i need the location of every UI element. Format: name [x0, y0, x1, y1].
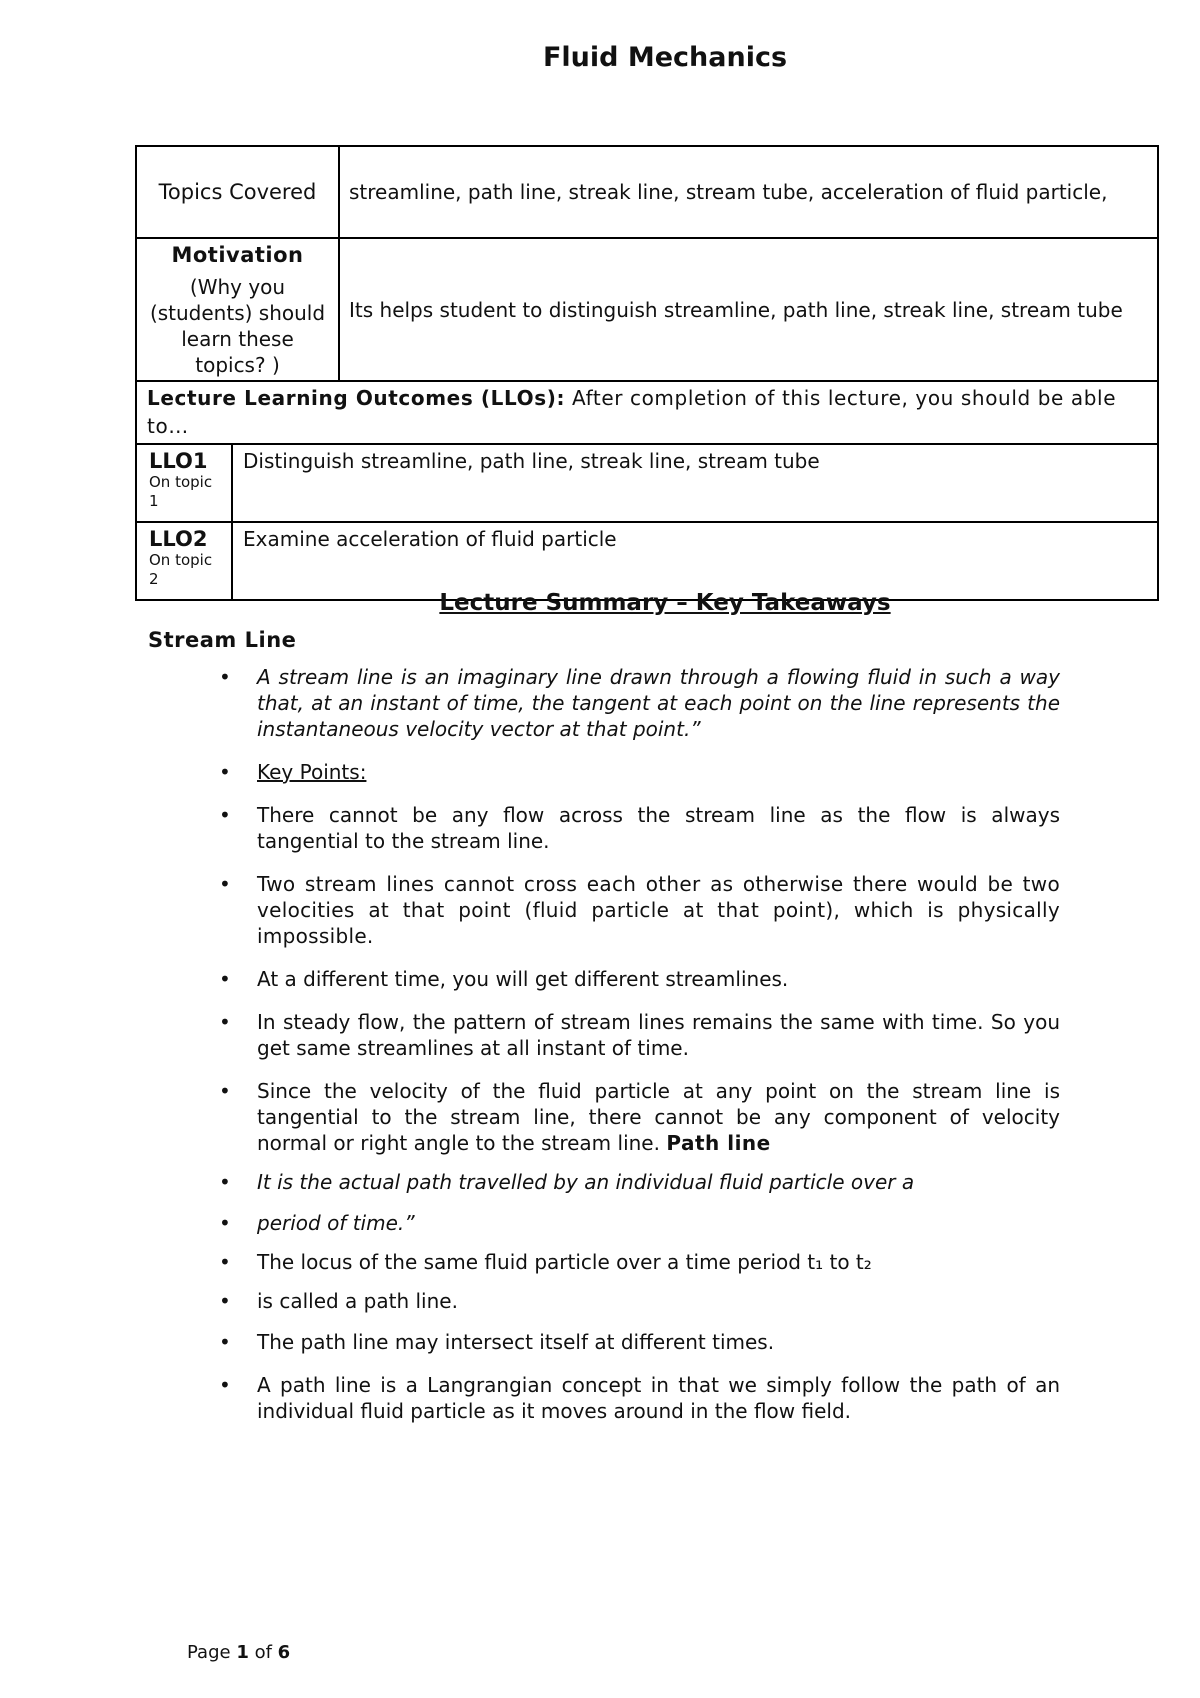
bullet-icon: • — [219, 1373, 231, 1397]
bullet-text: A path line is a Langrangian concept in that we simply follow the path of an individual fluid particle as it moves around in the flow field. — [257, 1373, 1060, 1423]
list-item — [215, 1210, 1060, 1236]
path-line-definition: It is the actual path travelled by an individual fluid particle over a — [257, 1170, 915, 1194]
bullet-icon: • — [219, 1289, 231, 1313]
topics-row — [136, 146, 1158, 238]
section-stream-line: Stream Line — [148, 628, 297, 652]
llo1-id: LLO1 — [149, 449, 208, 473]
motivation-label — [136, 238, 339, 381]
list-item — [215, 1078, 1060, 1156]
llo2-id: LLO2 — [149, 527, 208, 551]
key-points-heading: Key Points: — [257, 760, 367, 784]
list-item — [215, 802, 1060, 854]
path-line-definition-cont: period of time.” — [257, 1211, 415, 1235]
list-item — [215, 759, 1060, 785]
summary-bullet-list — [215, 664, 1060, 1424]
bullet-text: There cannot be any flow across the stream line as the flow is always tangential to the stream line. — [257, 803, 1060, 853]
stream-line-definition: A stream line is an imaginary line drawn through a flowing fluid in such a way that, at an instant of time, the tangent at each point on the line represents the instantaneous velocity vector at that point.” — [257, 665, 1060, 741]
llo1-id-cell — [136, 444, 232, 522]
llo1-topic: On topic 1 — [149, 473, 213, 510]
bullet-text: The locus of the same fluid particle over a time period t₁ to t₂ — [257, 1250, 872, 1274]
llo-header-bold: Lecture Learning Outcomes (LLOs): — [147, 386, 566, 410]
bullet-text: Since the velocity of the fluid particle at any point on the stream line is tangential to the stream line, there cannot be any component of velocity normal or right angle to the stream line. — [257, 1079, 1060, 1155]
page-number: 1 — [236, 1642, 249, 1663]
list-item — [215, 664, 1060, 742]
document-title: Fluid Mechanics — [542, 42, 788, 73]
list-item — [215, 1288, 1060, 1314]
bullet-text: The path line may intersect itself at different times. — [257, 1330, 775, 1354]
bullet-icon: • — [219, 1010, 231, 1034]
bullet-icon: • — [219, 967, 231, 991]
bullet-icon: • — [219, 665, 231, 689]
bullet-text: In steady flow, the pattern of stream lines remains the same with time. So you get same streamlines at all instant of time. — [257, 1010, 1060, 1060]
llo2-topic: On topic 2 — [149, 551, 213, 588]
llo-header-row — [136, 381, 1158, 444]
bullet-icon: • — [219, 1170, 231, 1194]
bullet-text: is called a path line. — [257, 1289, 458, 1313]
page-total: 6 — [277, 1642, 291, 1663]
llo2-id-cell — [136, 522, 232, 600]
motivation-head: Motivation — [171, 242, 304, 267]
of-word: of — [248, 1642, 278, 1663]
lecture-info-table — [135, 145, 1159, 601]
bullet-icon: • — [219, 760, 231, 784]
llo1-text: Distinguish streamline, path line, streak line, stream tube — [232, 444, 1158, 522]
list-item — [215, 1249, 1060, 1275]
bullet-text: Two stream lines cannot cross each other as otherwise there would be two velocities at that point (fluid particle at that point), which is physically impossible. — [257, 872, 1060, 948]
list-item — [215, 1329, 1060, 1355]
llo1-row — [136, 444, 1158, 522]
bullet-icon: • — [219, 872, 232, 896]
page-footer — [187, 1642, 290, 1663]
llo-header-rest: After completion of this lecture, you should be able to… — [147, 386, 1117, 438]
bullet-text: At a different time, you will get different streamlines. — [257, 967, 789, 991]
bullet-icon: • — [219, 1211, 231, 1235]
bullet-icon: • — [219, 1079, 231, 1103]
bullet-icon: • — [219, 803, 231, 827]
summary-title: Lecture Summary – Key Takeaways — [439, 590, 891, 616]
list-item — [215, 1009, 1060, 1061]
page-word: Page — [187, 1642, 237, 1663]
bullet-icon: • — [219, 1330, 231, 1354]
list-item — [215, 1372, 1060, 1424]
motivation-value: Its helps student to distinguish streamline, path line, streak line, stream tube — [339, 238, 1158, 381]
motivation-sub: (Why you (students) should learn these topics? ) — [149, 274, 326, 377]
motivation-row — [136, 238, 1158, 381]
list-item — [215, 1169, 1060, 1195]
path-line-heading: Path line — [666, 1131, 771, 1155]
topics-value: streamline, path line, streak line, stream tube, acceleration of fluid particle, — [339, 146, 1158, 238]
topics-label: Topics Covered — [136, 146, 339, 238]
bullet-icon: • — [219, 1250, 231, 1274]
list-item — [215, 966, 1060, 992]
llo2-row — [136, 522, 1158, 600]
llo-header — [136, 381, 1158, 444]
list-item — [215, 871, 1060, 949]
llo2-text: Examine acceleration of fluid particle — [232, 522, 1158, 600]
